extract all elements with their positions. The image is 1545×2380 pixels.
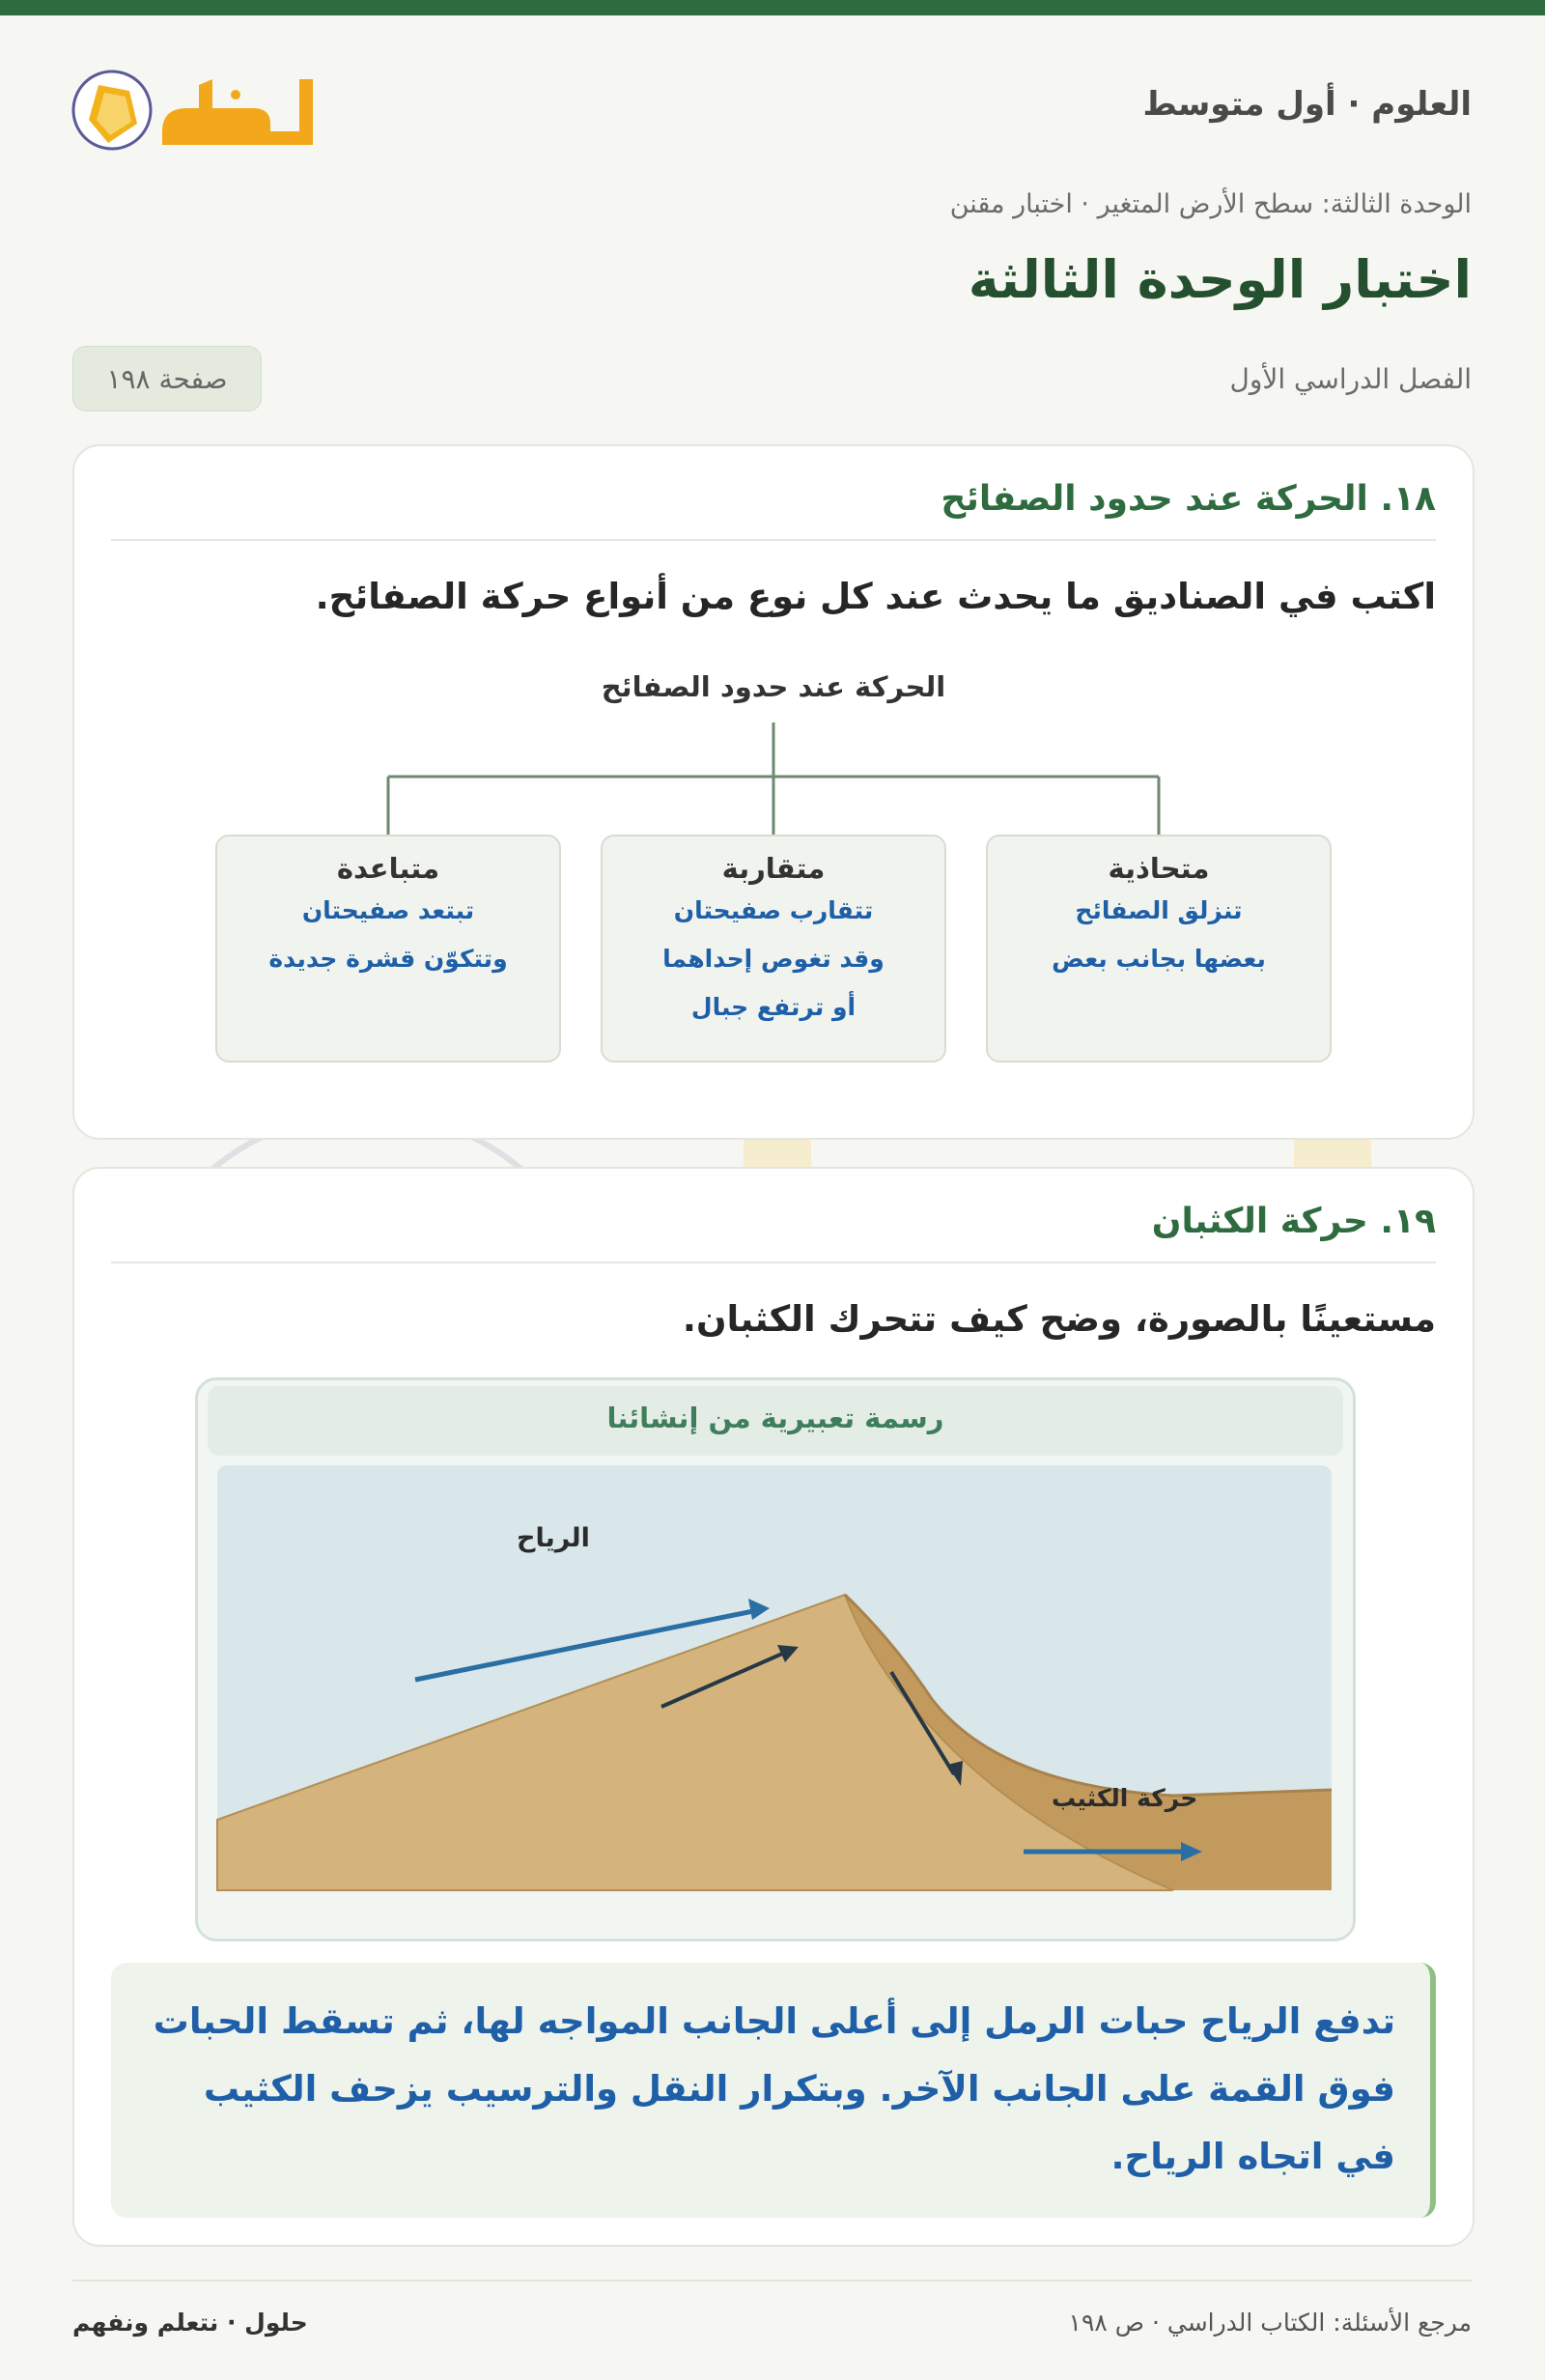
- box-title: متباعدة: [336, 852, 440, 885]
- hulul-logo: [70, 56, 330, 162]
- divider: [111, 1261, 1436, 1263]
- tree-root-label: الحركة عند حدود الصفائح: [601, 670, 946, 703]
- divergent-boundary-box: [215, 835, 561, 1062]
- question-19-heading: ١٩. حركة الكثبان: [1151, 1202, 1436, 1241]
- breadcrumb: الوحدة الثالثة: سطح الأرض المتغير · اختبار مقنن: [949, 189, 1472, 219]
- subject-grade: العلوم · أول متوسط: [1142, 85, 1472, 124]
- transform-boundary-box: [986, 835, 1332, 1062]
- convergent-boundary-box: [601, 835, 946, 1062]
- question-18-prompt: اكتب في الصناديق ما يحدث عند كل نوع من أنواع حركة الصفائح.: [315, 576, 1436, 617]
- wind-label: الرياح: [517, 1523, 590, 1553]
- answer-text: تدفع الرياح حبات الرمل إلى أعلى الجانب المواجه لها، ثم تسقط الحبات فوق القمة على الجانب الآخر. وبتكرار النقل والترسيب يزحف الكثيب في اتجاه الرياح.: [153, 2000, 1395, 2177]
- dune-diagram: [198, 1380, 1353, 1939]
- box-answer-line: تتقارب صفيحتان: [673, 896, 874, 924]
- box-answer-line: وقد تغوص إحداهما: [662, 945, 885, 973]
- footer-brand: حلول · نتعلم ونفهم: [72, 2309, 308, 2337]
- box-answer-line: وتتكوّن قشرة جديدة: [268, 945, 508, 973]
- dune-illustration: [195, 1377, 1356, 1941]
- box-title: متقاربة: [721, 852, 826, 885]
- illustration-caption: رسمة تعبيرية من إنشائنا: [606, 1402, 944, 1434]
- box-answer-line: بعضها بجانب بعض: [1052, 945, 1266, 973]
- question-19-prompt: مستعينًا بالصورة، وضح كيف تتحرك الكثبان.: [682, 1298, 1436, 1340]
- question-18-heading: ١٨. الحركة عند حدود الصفائح: [941, 479, 1436, 519]
- box-answer-line: تبتعد صفيحتان: [301, 896, 475, 924]
- box-answer-line: تنزلق الصفائح: [1075, 896, 1243, 924]
- top-accent-bar: [0, 0, 1545, 15]
- dune-movement-label: حركة الكثيب: [1052, 1784, 1198, 1812]
- semester-label: الفصل الدراسي الأول: [1229, 363, 1472, 395]
- question-19-card: [72, 1167, 1475, 2247]
- footer-reference: مرجع الأسئلة: الكتاب الدراسي · ص ١٩٨: [1068, 2309, 1472, 2337]
- page-number-badge: صفحة ١٩٨: [72, 346, 262, 411]
- page-title: اختبار الوحدة الثالثة: [968, 249, 1472, 310]
- box-answer-line: أو ترتفع جبال: [690, 993, 857, 1021]
- question-18-card: [72, 444, 1475, 1140]
- box-title: متحاذية: [1108, 852, 1210, 885]
- answer-box: [111, 1963, 1436, 2218]
- footer-divider: [72, 2280, 1473, 2281]
